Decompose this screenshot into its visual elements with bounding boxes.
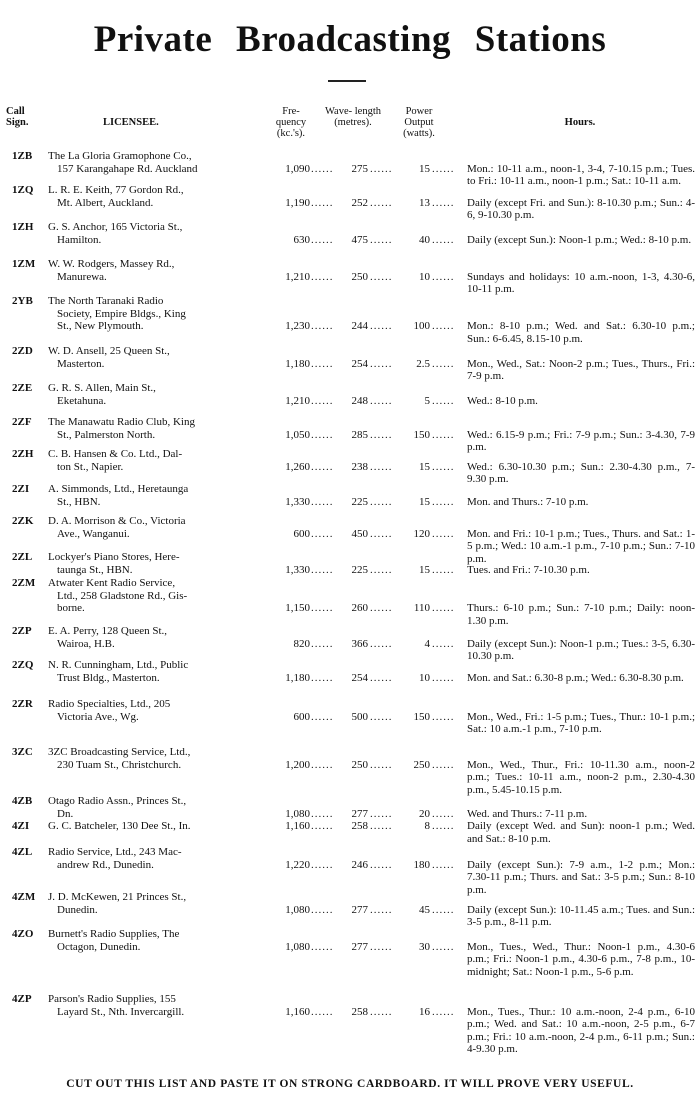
footer-note: CUT OUT THIS LIST AND PASTE IT ON STRONG CARDBOARD. IT WILL PROVE VERY USEFUL. bbox=[66, 1078, 634, 1090]
leader-dots: ...... bbox=[432, 495, 455, 508]
call-sign: 3ZC bbox=[12, 746, 33, 758]
power-output: 40 bbox=[419, 233, 430, 246]
title-rule bbox=[328, 80, 366, 82]
wavelength: 258 bbox=[351, 820, 368, 832]
header-hours: Hours. bbox=[564, 117, 596, 128]
leader-dots: ...... bbox=[311, 428, 334, 441]
leader-dots: ...... bbox=[432, 428, 455, 441]
licensee-line: Otago Radio Assn., Princes St., bbox=[48, 795, 187, 807]
leader-dots: ...... bbox=[432, 527, 455, 540]
leader-dots: ...... bbox=[370, 637, 393, 650]
frequency: 1,160 bbox=[285, 820, 310, 832]
wavelength: 277 bbox=[351, 903, 368, 916]
call-sign: 4ZP bbox=[12, 993, 32, 1005]
leader-dots: ...... bbox=[370, 671, 393, 684]
wavelength: 500 bbox=[351, 710, 368, 723]
licensee-line: Eketahuna. bbox=[57, 394, 107, 407]
leader-dots: ...... bbox=[432, 1005, 455, 1018]
call-sign: 2ZK bbox=[12, 515, 34, 527]
leader-dots: ...... bbox=[311, 758, 334, 771]
licensee-line: Masterton. bbox=[57, 357, 105, 370]
hours: Mon. and Fri.: 10-1 p.m.; Tues., Thurs. and Sat.: 1-5 p.m.; Wed.: 10 a.m.-1 p.m., 7-10 p.m.; Sun.: 7-10 p.m. bbox=[467, 527, 695, 565]
hours: Wed.: 8-10 p.m. bbox=[467, 394, 538, 407]
licensee-line: Hamilton. bbox=[57, 233, 102, 246]
leader-dots: ...... bbox=[311, 858, 334, 871]
licensee-line: G. C. Batcheler, 130 Dee St., In. bbox=[48, 820, 191, 832]
power-output: 4 bbox=[424, 637, 430, 650]
frequency: 820 bbox=[293, 637, 310, 650]
power-output: 100 bbox=[413, 320, 430, 332]
frequency: 630 bbox=[293, 233, 310, 246]
hours: Wed.: 6.15-9 p.m.; Fri.: 7-9 p.m.; Sun.: 3-4.30, 7-9 p.m. bbox=[467, 428, 695, 453]
frequency: 1,080 bbox=[285, 903, 310, 916]
hours: Daily (except Sun.): Noon-1 p.m.; Tues.: 3-5, 6.30-10.30 p.m. bbox=[467, 637, 695, 662]
power-output: 120 bbox=[413, 527, 430, 540]
leader-dots: ...... bbox=[311, 940, 334, 953]
frequency: 1,260 bbox=[285, 460, 310, 473]
power-output: 20 bbox=[419, 807, 430, 820]
licensee-line: Parson's Radio Supplies, 155 bbox=[48, 993, 176, 1005]
leader-dots: ...... bbox=[311, 637, 334, 650]
call-sign: 1ZQ bbox=[12, 184, 34, 196]
call-sign: 2ZL bbox=[12, 551, 33, 563]
wavelength: 450 bbox=[351, 527, 368, 540]
leader-dots: ...... bbox=[311, 527, 334, 540]
leader-dots: ...... bbox=[432, 460, 455, 473]
leader-dots: ...... bbox=[370, 758, 393, 771]
wavelength: 275 bbox=[351, 162, 368, 175]
hours: Mon.: 8-10 p.m.; Wed. and Sat.: 6.30-10 p.m.; Sun.: 6-6.45, 8.15-10 p.m. bbox=[467, 320, 695, 345]
licensee-line: L. R. E. Keith, 77 Gordon Rd., bbox=[48, 184, 184, 196]
power-output: 5 bbox=[424, 394, 430, 407]
call-sign: 4ZI bbox=[12, 820, 30, 832]
leader-dots: ...... bbox=[311, 602, 334, 614]
power-output: 30 bbox=[419, 940, 430, 953]
power-output: 8 bbox=[424, 820, 430, 832]
licensee-line: Victoria Ave., Wg. bbox=[57, 710, 139, 723]
wavelength: 260 bbox=[351, 602, 368, 614]
leader-dots: ...... bbox=[370, 162, 393, 175]
frequency: 1,090 bbox=[285, 162, 310, 175]
licensee-line: D. A. Morrison & Co., Victoria bbox=[48, 515, 186, 527]
leader-dots: ...... bbox=[432, 563, 455, 576]
licensee-line: C. B. Hansen & Co. Ltd., Dal- bbox=[48, 448, 183, 460]
leader-dots: ...... bbox=[432, 233, 455, 246]
leader-dots: ...... bbox=[311, 710, 334, 723]
wavelength: 277 bbox=[351, 807, 368, 820]
leader-dots: ...... bbox=[432, 637, 455, 650]
licensee-line: W. D. Ansell, 25 Queen St., bbox=[48, 345, 170, 357]
call-sign: 2ZP bbox=[12, 625, 32, 637]
licensee-line: Layard St., Nth. Invercargill. bbox=[57, 1005, 185, 1018]
licensee-line: Ltd., 258 Gladstone Rd., Gis- bbox=[57, 589, 188, 602]
leader-dots: ...... bbox=[432, 320, 455, 332]
header-frequency: Fre- quency (kc.'s). bbox=[275, 106, 307, 139]
power-output: 2.5 bbox=[416, 357, 430, 370]
wavelength: 258 bbox=[351, 1005, 368, 1018]
licensee-line: Ave., Wanganui. bbox=[57, 527, 130, 540]
leader-dots: ...... bbox=[311, 357, 334, 370]
call-sign: 2ZH bbox=[12, 448, 34, 460]
leader-dots: ...... bbox=[370, 1005, 393, 1018]
wavelength: 248 bbox=[351, 394, 368, 407]
licensee-line: taunga St., HBN. bbox=[57, 563, 133, 576]
call-sign: 1ZM bbox=[12, 258, 36, 270]
wavelength: 244 bbox=[351, 320, 368, 332]
power-output: 13 bbox=[419, 196, 430, 209]
leader-dots: ...... bbox=[370, 940, 393, 953]
licensee-line: Radio Service, Ltd., 243 Mac- bbox=[48, 846, 182, 858]
call-sign: 2YB bbox=[12, 295, 33, 307]
hours: Mon., Wed., Sat.: Noon-2 p.m.; Tues., Thurs., Fri.: 7-9 p.m. bbox=[467, 357, 695, 382]
wavelength: 225 bbox=[351, 563, 368, 576]
licensee-line: St., HBN. bbox=[57, 495, 101, 508]
frequency: 1,080 bbox=[285, 940, 310, 953]
call-sign: 4ZM bbox=[12, 891, 36, 903]
header-power: Power Output (watts). bbox=[403, 106, 435, 139]
leader-dots: ...... bbox=[432, 270, 455, 283]
licensee-line: Society, Empire Bldgs., King bbox=[57, 307, 186, 320]
leader-dots: ...... bbox=[432, 758, 455, 771]
hours: Sundays and holidays: 10 a.m.-noon, 1-3, 4.30-6, 10-11 p.m. bbox=[467, 270, 695, 295]
frequency: 1,220 bbox=[285, 858, 310, 871]
leader-dots: ...... bbox=[370, 394, 393, 407]
leader-dots: ...... bbox=[370, 270, 393, 283]
leader-dots: ...... bbox=[311, 196, 334, 209]
leader-dots: ...... bbox=[370, 602, 393, 614]
wavelength: 254 bbox=[351, 671, 368, 684]
leader-dots: ...... bbox=[432, 602, 455, 614]
frequency: 1,160 bbox=[285, 1005, 310, 1018]
leader-dots: ...... bbox=[311, 903, 334, 916]
licensee-line: W. W. Rodgers, Massey Rd., bbox=[48, 258, 175, 270]
licensee-line: Octagon, Dunedin. bbox=[57, 940, 141, 953]
call-sign: 4ZL bbox=[12, 846, 33, 858]
frequency: 600 bbox=[293, 710, 310, 723]
leader-dots: ...... bbox=[311, 563, 334, 576]
frequency: 1,180 bbox=[285, 671, 310, 684]
leader-dots: ...... bbox=[370, 233, 393, 246]
leader-dots: ...... bbox=[370, 428, 393, 441]
leader-dots: ...... bbox=[311, 162, 334, 175]
call-sign: 2ZI bbox=[12, 483, 30, 495]
hours: Daily (except Wed. and Sun): noon-1 p.m.; Wed. and Sat.: 8-10 p.m. bbox=[467, 820, 695, 845]
leader-dots: ...... bbox=[432, 820, 455, 832]
leader-dots: ...... bbox=[432, 858, 455, 871]
hours: Tues. and Fri.: 7-10.30 p.m. bbox=[467, 563, 590, 576]
leader-dots: ...... bbox=[370, 820, 393, 832]
hours: Mon., Wed., Thur., Fri.: 10-11.30 a.m., noon-2 p.m.; Tues.: 10-11 a.m., noon-2 p.m., 2.30-4.30 p.m., 5.45-10.15 p.m. bbox=[467, 758, 695, 796]
call-sign: 2ZE bbox=[12, 382, 33, 394]
hours: Wed.: 6.30-10.30 p.m.; Sun.: 2.30-4.30 p.m., 7-9.30 p.m. bbox=[467, 460, 695, 485]
licensee-line: borne. bbox=[57, 602, 85, 614]
leader-dots: ...... bbox=[311, 671, 334, 684]
leader-dots: ...... bbox=[432, 357, 455, 370]
power-output: 150 bbox=[413, 428, 430, 441]
wavelength: 285 bbox=[351, 428, 368, 441]
leader-dots: ...... bbox=[432, 940, 455, 953]
wavelength: 238 bbox=[351, 460, 368, 473]
power-output: 15 bbox=[419, 495, 430, 508]
power-output: 180 bbox=[413, 858, 430, 871]
call-sign: 4ZB bbox=[12, 795, 33, 807]
leader-dots: ...... bbox=[311, 820, 334, 832]
frequency: 1,330 bbox=[285, 563, 310, 576]
leader-dots: ...... bbox=[370, 495, 393, 508]
wavelength: 250 bbox=[351, 758, 368, 771]
frequency: 1,050 bbox=[285, 428, 310, 441]
leader-dots: ...... bbox=[370, 460, 393, 473]
licensee-line: ton St., Napier. bbox=[57, 460, 124, 473]
wavelength: 254 bbox=[351, 357, 368, 370]
leader-dots: ...... bbox=[370, 527, 393, 540]
frequency: 1,210 bbox=[285, 270, 310, 283]
leader-dots: ...... bbox=[370, 903, 393, 916]
licensee-line: The North Taranaki Radio bbox=[48, 295, 164, 307]
hours: Mon., Tues., Thur.: 10 a.m.-noon, 2-4 p.m., 6-10 p.m.; Wed. and Sat.: 10 a.m.-noon, 2-5 p.m., 6-7 p.m.; Fri.: 10 a.m.-noon, 2-4 p.m., 6-11 p.m.; Sun.: 4-9.30 p.m. bbox=[467, 1005, 695, 1055]
licensee-line: A. Simmonds, Ltd., Heretaunga bbox=[48, 483, 189, 495]
leader-dots: ...... bbox=[370, 357, 393, 370]
frequency: 1,230 bbox=[285, 320, 310, 332]
licensee-line: Dn. bbox=[57, 807, 74, 820]
leader-dots: ...... bbox=[311, 233, 334, 246]
power-output: 250 bbox=[413, 758, 430, 771]
wavelength: 277 bbox=[351, 940, 368, 953]
wavelength: 246 bbox=[351, 858, 368, 871]
licensee-line: St., New Plymouth. bbox=[57, 320, 144, 332]
hours: Daily (except Sun.): 10-11.45 a.m.; Tues. and Sun.: 3-5 p.m., 8-11 p.m. bbox=[467, 903, 695, 928]
leader-dots: ...... bbox=[311, 807, 334, 820]
licensee-line: Wairoa, H.B. bbox=[57, 637, 115, 650]
call-sign: 1ZH bbox=[12, 221, 34, 233]
licensee-line: G. S. Anchor, 165 Victoria St., bbox=[48, 221, 183, 233]
wavelength: 252 bbox=[351, 196, 368, 209]
power-output: 15 bbox=[419, 563, 430, 576]
leader-dots: ...... bbox=[370, 563, 393, 576]
licensee-line: Dunedin. bbox=[57, 903, 98, 916]
licensee-line: 157 Karangahape Rd. Auckland bbox=[57, 162, 198, 175]
wavelength: 475 bbox=[351, 233, 368, 246]
call-sign: 2ZF bbox=[12, 416, 32, 428]
leader-dots: ...... bbox=[311, 460, 334, 473]
leader-dots: ...... bbox=[370, 196, 393, 209]
licensee-line: Manurewa. bbox=[57, 270, 107, 283]
leader-dots: ...... bbox=[311, 320, 334, 332]
call-sign: 2ZQ bbox=[12, 659, 34, 671]
leader-dots: ...... bbox=[311, 394, 334, 407]
licensee-line: Radio Specialties, Ltd., 205 bbox=[48, 698, 171, 710]
frequency: 600 bbox=[293, 527, 310, 540]
leader-dots: ...... bbox=[432, 807, 455, 820]
licensee-line: N. R. Cunningham, Ltd., Public bbox=[48, 659, 189, 671]
power-output: 10 bbox=[419, 671, 430, 684]
leader-dots: ...... bbox=[432, 671, 455, 684]
licensee-line: 3ZC Broadcasting Service, Ltd., bbox=[48, 746, 191, 758]
hours: Daily (except Sun.): Noon-1 p.m.; Wed.: 8-10 p.m. bbox=[467, 233, 692, 246]
leader-dots: ...... bbox=[311, 495, 334, 508]
leader-dots: ...... bbox=[370, 710, 393, 723]
leader-dots: ...... bbox=[370, 320, 393, 332]
hours: Mon., Tues., Wed., Thur.: Noon-1 p.m., 4.30-6 p.m.; Fri.: Noon-1 p.m., 4.30-6 p.m., 7-8 p.m., 10-midnight; Sat.: Noon-1 p.m., 5-6 p.m. bbox=[467, 940, 695, 978]
licensee-line: J. D. McKewen, 21 Princes St., bbox=[48, 891, 187, 903]
page-title: Private Broadcasting Stations bbox=[93, 19, 607, 60]
licensee-line: St., Palmerston North. bbox=[57, 428, 156, 441]
frequency: 1,200 bbox=[285, 758, 310, 771]
power-output: 45 bbox=[419, 903, 430, 916]
power-output: 10 bbox=[419, 270, 430, 283]
frequency: 1,210 bbox=[285, 394, 310, 407]
licensee-line: Atwater Kent Radio Service, bbox=[48, 577, 176, 589]
leader-dots: ...... bbox=[432, 710, 455, 723]
licensee-line: E. A. Perry, 128 Queen St., bbox=[48, 625, 168, 637]
licensee-line: G. R. S. Allen, Main St., bbox=[48, 382, 156, 394]
hours: Wed. and Thurs.: 7-11 p.m. bbox=[467, 807, 588, 820]
licensee-line: 230 Tuam St., Christchurch. bbox=[57, 758, 182, 771]
licensee-line: Lockyer's Piano Stores, Here- bbox=[48, 551, 180, 563]
licensee-line: Trust Bldg., Masterton. bbox=[57, 671, 160, 684]
leader-dots: ...... bbox=[370, 807, 393, 820]
leader-dots: ...... bbox=[432, 196, 455, 209]
header-wavelength: Wave- length (metres). bbox=[324, 106, 381, 128]
leader-dots: ...... bbox=[432, 903, 455, 916]
call-sign: 2ZR bbox=[12, 698, 33, 710]
frequency: 1,150 bbox=[285, 602, 310, 614]
hours: Thurs.: 6-10 p.m.; Sun.: 7-10 p.m.; Daily: noon-1.30 p.m. bbox=[467, 602, 695, 627]
hours: Mon.: 10-11 a.m., noon-1, 3-4, 7-10.15 p.m.; Tues. to Fri.: 10-11 a.m., noon-1 p.m.; Sat.: 10-11 a.m. bbox=[467, 162, 695, 187]
frequency: 1,190 bbox=[285, 196, 310, 209]
hours: Mon., Wed., Fri.: 1-5 p.m.; Tues., Thur.: 10-1 p.m.; Sat.: 10 a.m.-1 p.m., 7-10 p.m. bbox=[467, 710, 695, 735]
licensee-line: Burnett's Radio Supplies, The bbox=[48, 928, 180, 940]
power-output: 16 bbox=[419, 1005, 430, 1018]
hours: Mon. and Sat.: 6.30-8 p.m.; Wed.: 6.30-8.30 p.m. bbox=[467, 671, 684, 684]
power-output: 150 bbox=[413, 710, 430, 723]
power-output: 110 bbox=[413, 602, 430, 614]
call-sign: 2ZM bbox=[12, 577, 36, 589]
licensee-line: andrew Rd., Dunedin. bbox=[57, 858, 154, 871]
hours: Daily (except Fri. and Sun.): 8-10.30 p.m.; Sun.: 4-6, 9-10.30 p.m. bbox=[467, 196, 695, 221]
hours: Daily (except Sun.): 7-9 a.m., 1-2 p.m.; Mon.: 7.30-11 p.m.; Thurs. and Sat.: 3-5 p.m.; Sun.: 8-10 p.m. bbox=[467, 858, 695, 896]
frequency: 1,330 bbox=[285, 495, 310, 508]
call-sign: 2ZD bbox=[12, 345, 33, 357]
hours: Mon. and Thurs.: 7-10 p.m. bbox=[467, 495, 589, 508]
power-output: 15 bbox=[419, 460, 430, 473]
header-call-sign: Call Sign. bbox=[6, 106, 29, 128]
licensee-line: Mt. Albert, Auckland. bbox=[57, 196, 154, 209]
leader-dots: ...... bbox=[311, 1005, 334, 1018]
call-sign: 4ZO bbox=[12, 928, 34, 940]
wavelength: 225 bbox=[351, 495, 368, 508]
power-output: 15 bbox=[419, 162, 430, 175]
licensee-line: The La Gloria Gramophone Co., bbox=[48, 150, 192, 162]
frequency: 1,180 bbox=[285, 357, 310, 370]
frequency: 1,080 bbox=[285, 807, 310, 820]
call-sign: 1ZB bbox=[12, 150, 33, 162]
licensee-line: The Manawatu Radio Club, King bbox=[48, 416, 195, 428]
wavelength: 366 bbox=[351, 637, 368, 650]
leader-dots: ...... bbox=[311, 270, 334, 283]
header-licensee: LICENSEE. bbox=[103, 117, 159, 128]
wavelength: 250 bbox=[351, 270, 368, 283]
leader-dots: ...... bbox=[432, 162, 455, 175]
leader-dots: ...... bbox=[432, 394, 455, 407]
leader-dots: ...... bbox=[370, 858, 393, 871]
